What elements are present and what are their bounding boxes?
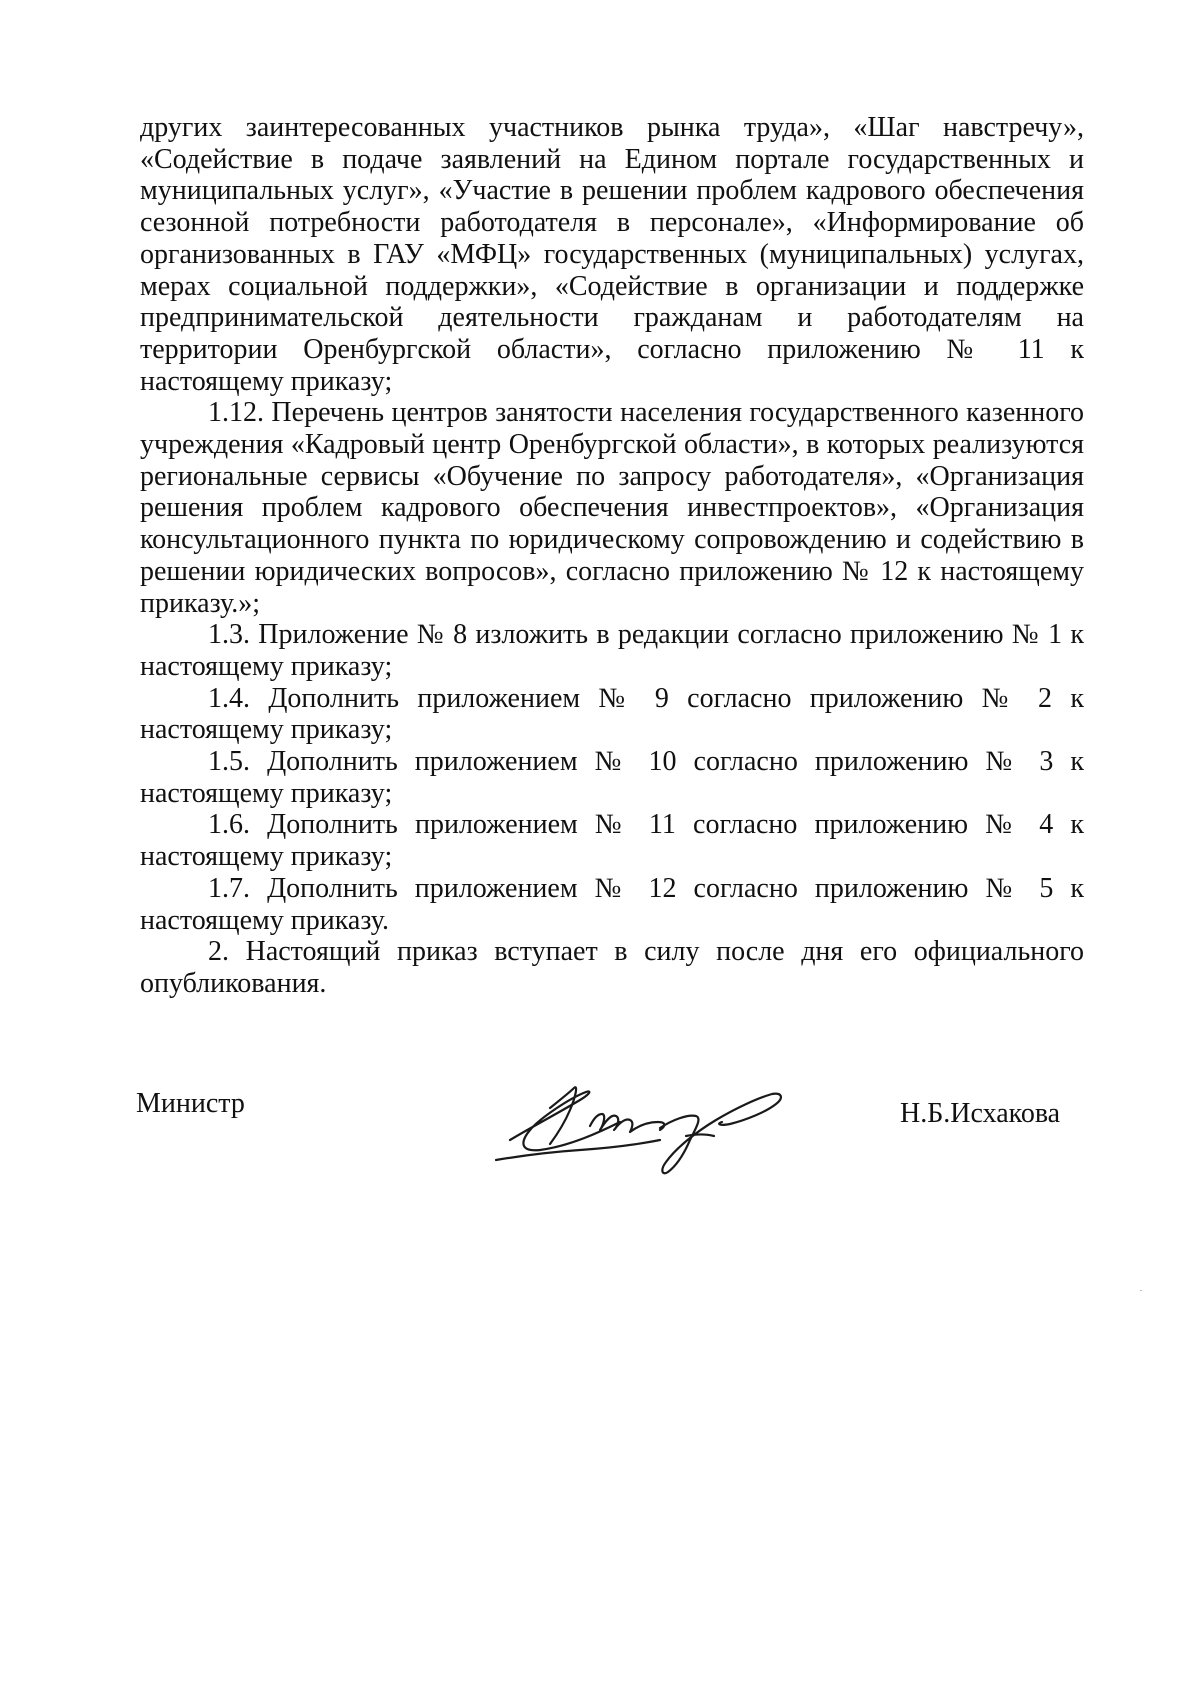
paragraph-1-12: 1.12. Перечень центров занятости населения государственного казенного учреждения «Кадровый центр Оренбургской области», в которых реализуются региональные сервисы «Обучение по запросу работодателя», «Организация решения проблем кадрового обеспечения инвестпроектов», «Организация консультационного пункта по юридическому сопровождению и содействию в решении юридических вопросов», согласно приложению № 12 к настоящему приказу.»; [140,397,1084,619]
signatory-name: Н.Б.Исхакова [900,1098,1061,1129]
paragraph-1-5: 1.5. Дополнить приложением № 10 согласно приложению № 3 к настоящему приказу; [140,746,1084,809]
paragraph-2: 2. Настоящий приказ вступает в силу после дня его официального опубликования. [140,936,1084,999]
signatory-role: Министр [136,1088,245,1119]
document-body [140,112,1084,1000]
paragraph-1-3: 1.3. Приложение № 8 изложить в редакции согласно приложению № 1 к настоящему приказу; [140,619,1084,682]
paragraph-services-list-continuation: других заинтересованных участников рынка труда», «Шаг навстречу», «Содействие в подаче заявлений на Едином портале государственных и муниципальных услуг», «Участие в решении проблем кадрового обеспечения сезонной потребности работодателя в персонале», «Информирование об организованных в ГАУ «МФЦ» государственных (муниципальных) услугах, мерах социальной поддержки», «Содействие в организации и поддержке предпринимательской деятельности гражданам и работодателям на территории Оренбургской области», согласно приложению № 11 к настоящему приказу; [140,112,1084,397]
paragraph-1-4: 1.4. Дополнить приложением № 9 согласно приложению № 2 к настоящему приказу; [140,682,1084,746]
paragraph-1-7: 1.7. Дополнить приложением № 12 согласно приложению № 5 к настоящему приказу. [140,872,1084,936]
handwritten-signature [490,1070,810,1180]
signature-block [0,1070,1200,1180]
scan-speck [1140,1290,1142,1291]
paragraph-1-6: 1.6. Дополнить приложением № 11 согласно приложению № 4 к настоящему приказу; [140,809,1084,873]
